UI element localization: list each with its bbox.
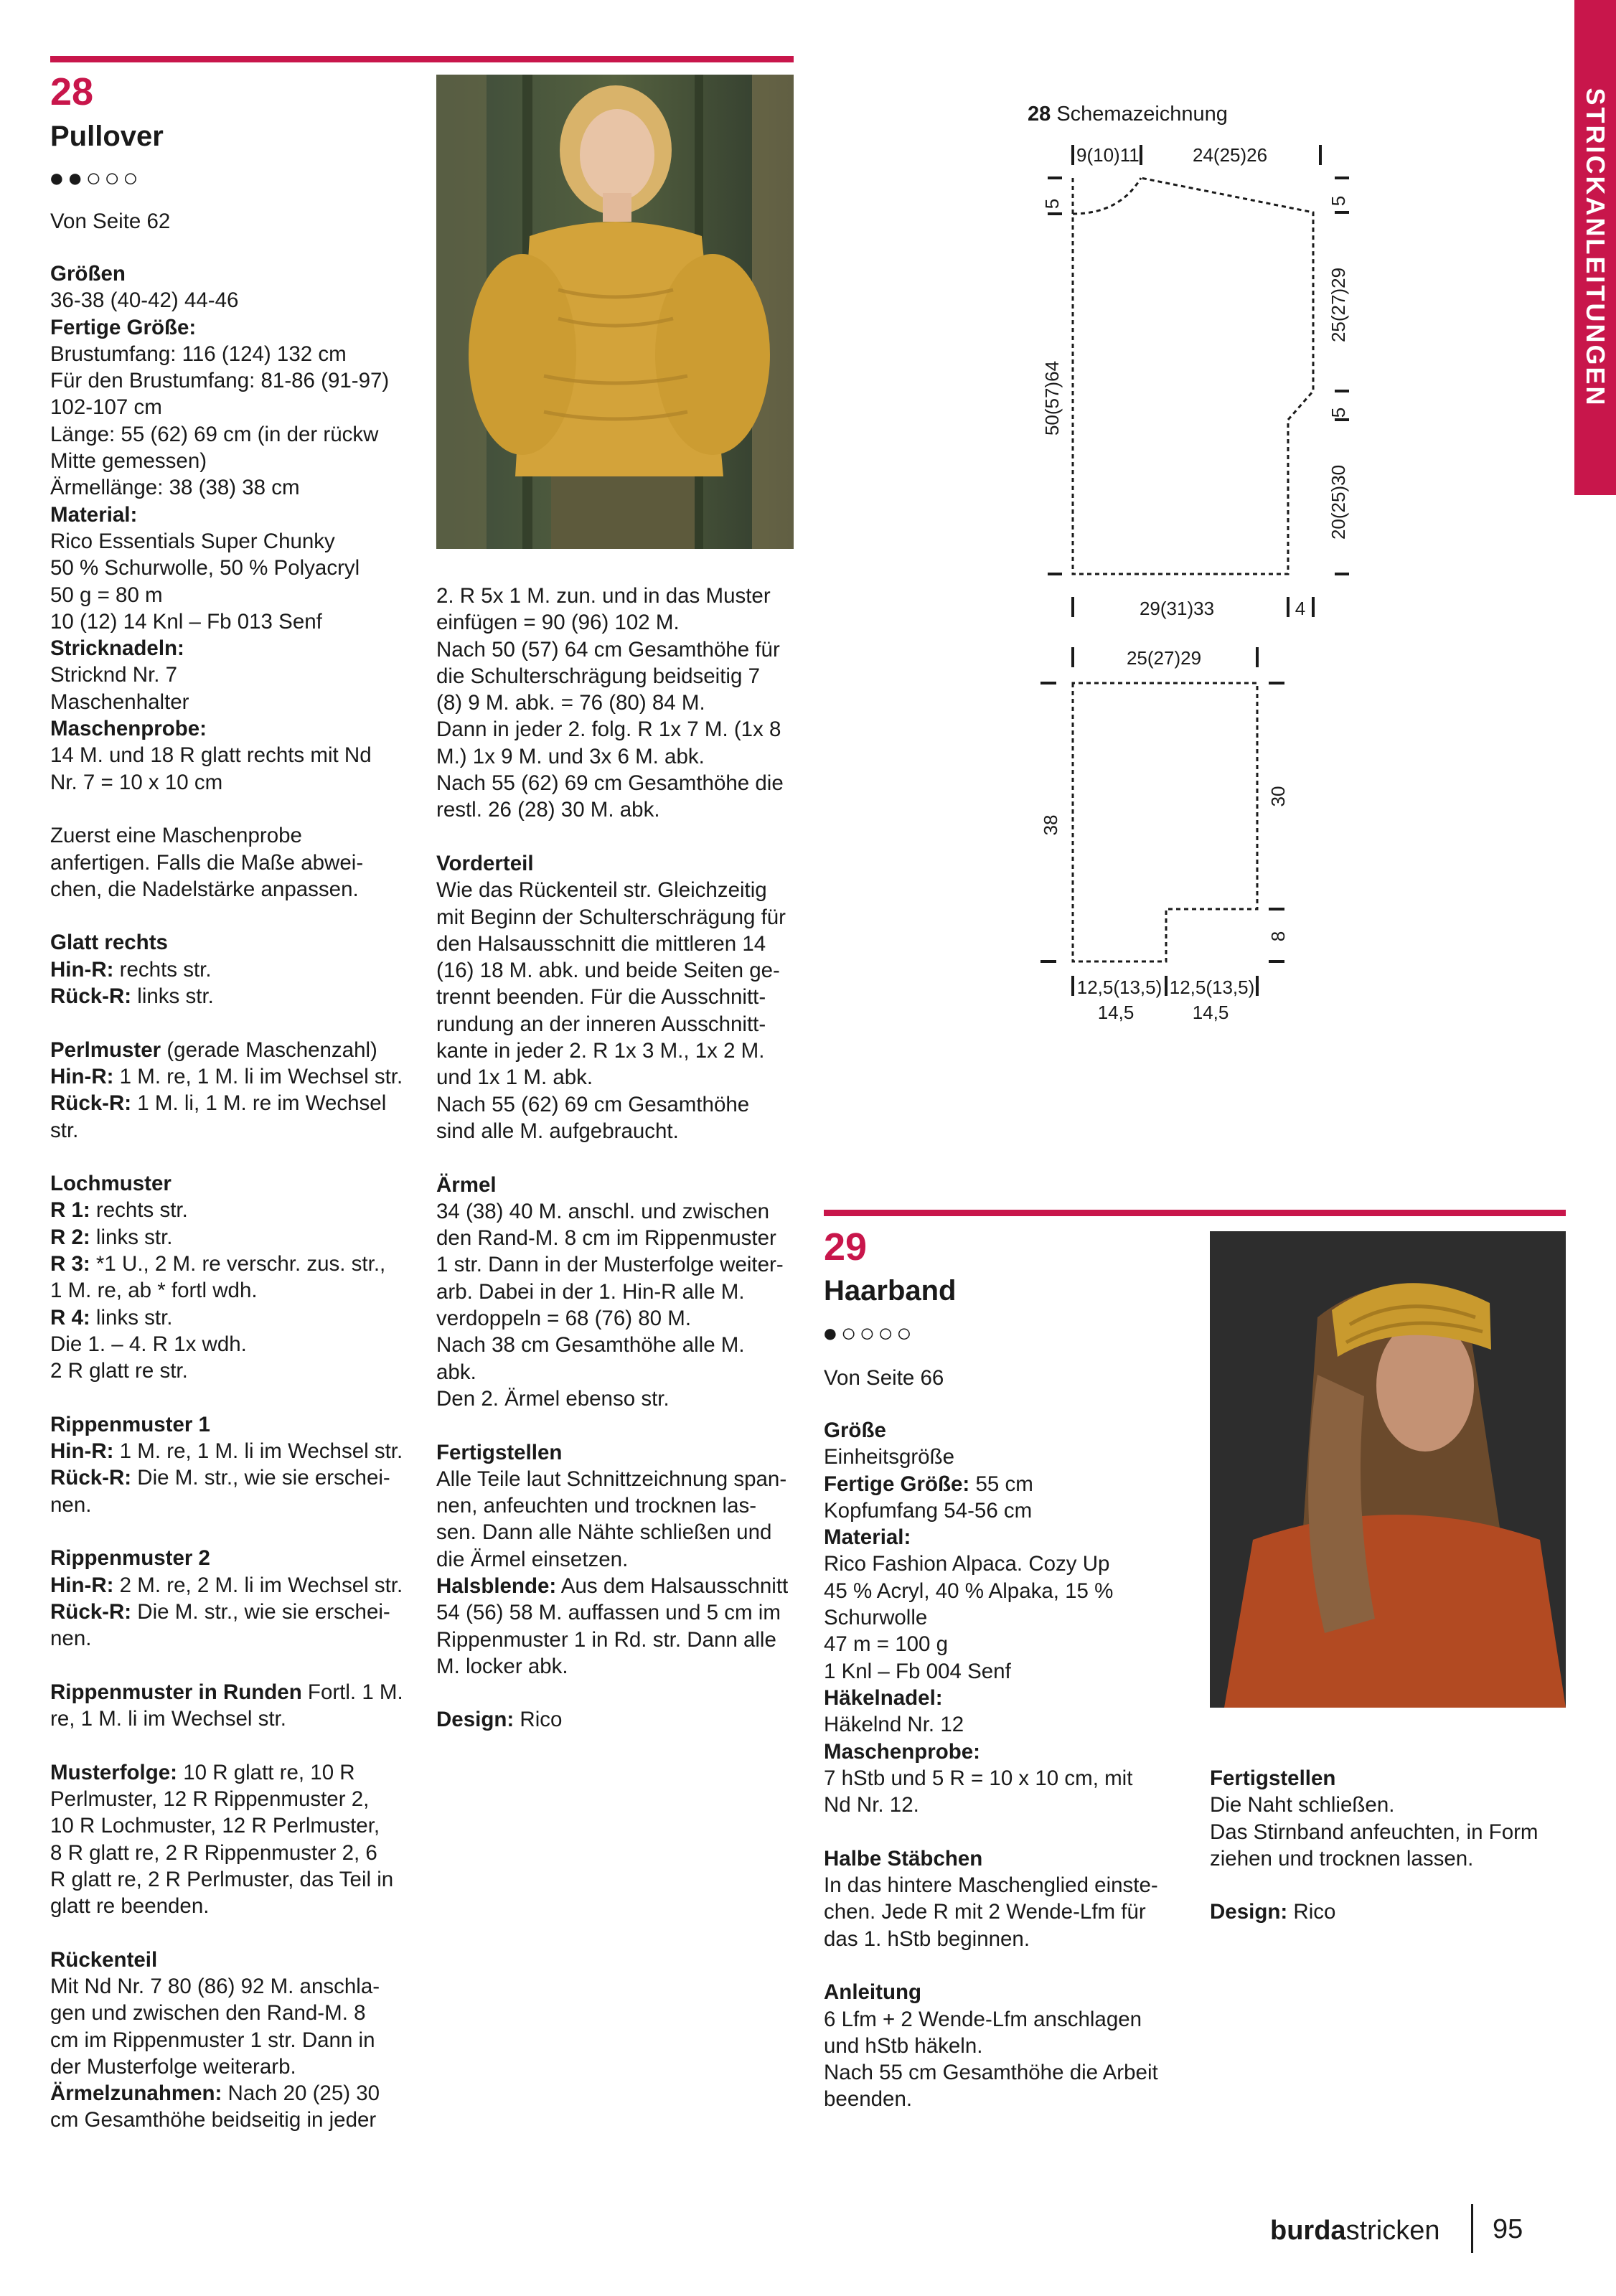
label-sleeve-height: 38 [1040, 814, 1061, 836]
text-line: Rück-R: 1 M. li, 1 M. re im Wechsel [50, 1091, 387, 1116]
text-line: 6 Lfm + 2 Wende-Lfm anschlagen [824, 2007, 1142, 2031]
text-line: 1 Knl – Fb 004 Senf [824, 1659, 1011, 1683]
text-line: das 1. hStb beginnen. [824, 1926, 1030, 1951]
pullover-photo-illustration [436, 75, 794, 549]
text-line: Nach 55 cm Gesamthöhe die Arbeit [824, 2061, 1158, 2085]
pattern-29-number: 29 [824, 1225, 868, 1269]
text-line: Rippenmuster in Runden Fortl. 1 M. [50, 1680, 403, 1704]
text-line [50, 1732, 423, 1759]
section-tab-label: STRICKANLEITUNGEN [1581, 88, 1610, 408]
label-sleeve-top: 25(27)29 [1126, 647, 1202, 669]
text-line: die Schulterschrägung beidseitig 7 [436, 664, 760, 688]
text-line: Stricknd Nr. 7 [50, 663, 178, 687]
text-line: Hin-R: 1 M. re, 1 M. li im Wechsel str. [50, 1439, 403, 1464]
text-line: der Musterfolge weiterarb. [50, 2054, 296, 2079]
text-line: Design: Rico [1210, 1900, 1336, 1924]
pattern-28-difficulty-dots: ●●○○○ [49, 163, 141, 192]
label-bottom-width: 29(31)33 [1139, 598, 1215, 619]
text-line: beenden. [824, 2087, 913, 2112]
text-line: Perlmuster, 12 R Rippenmuster 2, [50, 1787, 370, 1811]
text-line: Nach 38 cm Gesamthöhe alle M. [436, 1333, 745, 1358]
text-line: sen. Dann alle Nähte schließen und [436, 1520, 772, 1545]
text-line: Mitte gemessen) [50, 449, 207, 474]
text-line: arb. Dabei in der 1. Hin-R alle M. [436, 1279, 745, 1304]
label-sleeve-bottom-right: 12,5(13,5) [1169, 977, 1255, 998]
text-line: Musterfolge: 10 R glatt re, 10 R [50, 1760, 355, 1784]
text-line: Ärmelzunahmen: Nach 20 (25) 30 [50, 2081, 380, 2106]
text-line [436, 1144, 809, 1171]
text-line: nen, anfeuchten und trocknen las- [436, 1494, 757, 1518]
text-line: Nr. 7 = 10 x 10 cm [50, 770, 223, 794]
text-line: den Halsausschnitt die mittleren 14 [436, 931, 766, 956]
text-line: Ärmellänge: 38 (38) 38 cm [50, 476, 300, 500]
text-line: Material: [824, 1525, 911, 1550]
text-line: Das Stirnband anfeuchten, in Form [1210, 1820, 1539, 1844]
text-line: und hStb häkeln. [824, 2033, 983, 2058]
text-line: cm Gesamthöhe beidseitig in jeder [50, 2108, 377, 2132]
text-line: verdoppeln = 68 (76) 80 M. [436, 1307, 692, 1331]
pattern-29-difficulty-dots: ●○○○○ [822, 1318, 915, 1347]
text-line: Rico Fashion Alpaca. Cozy Up [824, 1552, 1110, 1576]
text-line: cm im Rippenmuster 1 str. Dann in [50, 2028, 375, 2052]
headband-photo-illustration [1210, 1231, 1566, 1708]
text-line: M.) 1x 9 M. und 3x 6 M. abk. [436, 744, 705, 768]
text-line [50, 1010, 423, 1036]
label-sleeve-bottom-left: 12,5(13,5) [1076, 977, 1162, 998]
text-line: Häkelnd Nr. 12 [824, 1713, 964, 1737]
text-line: chen. Jede R mit 2 Wende-Lfm für [824, 1900, 1146, 1924]
text-line: Perlmuster (gerade Maschenzahl) [50, 1038, 377, 1062]
text-line: 1 str. Dann in der Musterfolge weiter- [436, 1253, 784, 1277]
label-right-upper: 25(27)29 [1328, 267, 1349, 343]
pattern-28-top-bar [50, 56, 794, 62]
text-line: einfügen = 90 (96) 102 M. [436, 611, 680, 635]
text-line: Rück-R: Die M. str., wie sie erschei- [50, 1599, 390, 1624]
text-line: rundung an der inneren Ausschnitt- [436, 1012, 766, 1036]
text-line: 50 % Schurwolle, 50 % Polyacryl [50, 556, 360, 580]
text-line: R 1: rechts str. [50, 1198, 188, 1223]
text-line: Maschenprobe: [50, 717, 207, 741]
text-line: Material: [50, 502, 138, 527]
text-line: Zuerst eine Maschenprobe [50, 824, 302, 848]
text-line: Fertigstellen [436, 1440, 563, 1464]
text-line: str. [50, 1118, 79, 1142]
text-line: 45 % Acryl, 40 % Alpaka, 15 % [824, 1578, 1114, 1603]
text-line: R glatt re, 2 R Perlmuster, das Teil in [50, 1867, 394, 1891]
text-line: 7 hStb und 5 R = 10 x 10 cm, mit [824, 1766, 1133, 1790]
label-right-5-top: 5 [1328, 195, 1349, 207]
headband-photo [1210, 1231, 1566, 1708]
text-line: Wie das Rückenteil str. Gleichzeitig [436, 878, 767, 903]
text-line [824, 1952, 1197, 1979]
label-right-5-mid: 5 [1328, 407, 1349, 418]
text-line: In das hintere Maschenglied einste- [824, 1873, 1158, 1898]
text-line [50, 796, 423, 822]
text-line: anfertigen. Falls die Maße abwei- [50, 850, 364, 875]
text-line: trennt beenden. Für die Ausschnitt- [436, 985, 766, 1010]
label-sleeve-right-upper: 30 [1267, 786, 1289, 807]
text-line: abk. [436, 1360, 476, 1384]
text-line: Rück-R: links str. [50, 984, 214, 1009]
label-right-lower: 20(25)30 [1328, 464, 1349, 540]
text-line [50, 1919, 423, 1946]
pattern-29-top-bar [824, 1210, 1566, 1216]
text-line: Brustumfang: 116 (124) 132 cm [50, 342, 347, 366]
text-line [1210, 1872, 1569, 1899]
pullover-photo [436, 75, 794, 549]
text-line: Kopfumfang 54-56 cm [824, 1498, 1033, 1523]
label-sleeve-right-lower: 8 [1267, 931, 1289, 942]
footer-brand [1270, 2216, 1439, 2246]
text-line: sind alle M. aufgebraucht. [436, 1119, 679, 1143]
label-neck: 9(10)11 [1076, 144, 1140, 166]
text-line: chen, die Nadelstärke anpassen. [50, 877, 359, 901]
pattern-28-column-1 [50, 260, 423, 2134]
text-line: nen. [50, 1627, 92, 1651]
pattern-28-from-page: Von Seite 62 [50, 210, 171, 233]
pattern-29-from-page: Von Seite 66 [824, 1366, 944, 1390]
text-line: Rippenmuster 1 [50, 1412, 210, 1436]
text-line: Alle Teile laut Schnittzeichnung span- [436, 1467, 787, 1491]
text-line: Nach 55 (62) 69 cm Gesamthöhe die [436, 771, 784, 796]
text-line [50, 1518, 423, 1545]
text-line: 14 M. und 18 R glatt rechts mit Nd [50, 743, 372, 768]
schema-title [1028, 103, 1228, 126]
page-number: 95 [1493, 2214, 1523, 2244]
neck-curve [1073, 178, 1141, 214]
text-line: Rippenmuster 1 in Rd. str. Dann alle [436, 1627, 776, 1652]
text-line: Größen [50, 262, 126, 286]
text-line: M. locker abk. [436, 1654, 568, 1678]
text-line: Fertigstellen [1210, 1766, 1336, 1790]
text-line: Größe [824, 1418, 886, 1442]
text-line: Glatt rechts [50, 931, 168, 955]
schema-title-number: 28 [1028, 103, 1051, 126]
text-line: Häkelnadel: [824, 1685, 943, 1710]
text-line: Nach 55 (62) 69 cm Gesamthöhe [436, 1092, 750, 1116]
body-piece-outline [1073, 178, 1313, 574]
label-sleeve-bottom-left-2: 14,5 [1097, 1002, 1135, 1023]
text-line: Den 2. Ärmel ebenso str. [436, 1386, 670, 1411]
text-line: Maschenhalter [50, 690, 189, 714]
text-line: Länge: 55 (62) 69 cm (in der rückw [50, 422, 379, 446]
text-line [436, 824, 809, 850]
text-line [50, 1652, 423, 1678]
text-line: kante in jeder 2. R 1x 3 M., 1x 2 M. [436, 1039, 765, 1063]
text-line: (8) 9 M. abk. = 76 (80) 84 M. [436, 691, 705, 715]
text-line: Stricknadeln: [50, 636, 184, 661]
text-line: nen. [50, 1492, 92, 1517]
text-line [50, 1144, 423, 1170]
text-line: Einheitsgröße [824, 1445, 955, 1469]
text-line: Hin-R: 1 M. re, 1 M. li im Wechsel str. [50, 1064, 403, 1088]
footer-brand-rest: stricken [1345, 2216, 1440, 2246]
text-line: Schurwolle [824, 1606, 928, 1630]
text-line: 2. R 5x 1 M. zun. und in das Muster [436, 584, 771, 608]
pattern-29-title: Haarband [824, 1275, 957, 1307]
text-line: Hin-R: 2 M. re, 2 M. li im Wechsel str. [50, 1573, 403, 1597]
text-line: und 1x 1 M. abk. [436, 1065, 593, 1090]
sleeve-piece-outline [1073, 683, 1257, 961]
text-line: mit Beginn der Schulterschrägung für [436, 905, 786, 929]
text-line: Mit Nd Nr. 7 80 (86) 92 M. anschla- [50, 1975, 380, 1998]
text-line: Nach 50 (57) 64 cm Gesamthöhe für [436, 637, 780, 662]
text-line: 47 m = 100 g [824, 1632, 949, 1657]
text-line: Rico Essentials Super Chunky [50, 529, 335, 553]
text-line: ziehen und trocknen lassen. [1210, 1846, 1474, 1871]
text-line: 34 (38) 40 M. anschl. und zwischen [436, 1199, 770, 1223]
text-line: 54 (56) 58 M. auffassen und 5 cm im [436, 1601, 781, 1625]
schematic-drawing [1005, 129, 1406, 1062]
text-line: restl. 26 (28) 30 M. abk. [436, 798, 660, 822]
text-line: R 4: links str. [50, 1305, 173, 1330]
footer-brand-bold: burda [1270, 2216, 1346, 2246]
text-line: Die Naht schließen. [1210, 1793, 1395, 1817]
text-line: Rück-R: Die M. str., wie sie erschei- [50, 1466, 390, 1490]
text-line: 102-107 cm [50, 395, 162, 420]
label-bottom-4: 4 [1295, 598, 1306, 619]
text-line [436, 1412, 809, 1439]
text-line: gen und zwischen den Rand-M. 8 [50, 2001, 366, 2026]
text-line: Halsblende: Aus dem Halsausschnitt [436, 1573, 789, 1598]
schema-title-text: Schemazeichnung [1051, 103, 1228, 126]
text-line: Fertige Größe: [50, 315, 197, 339]
text-line: Vorderteil [436, 851, 534, 875]
text-line: Ärmel [436, 1172, 497, 1197]
pattern-29-column-1 [824, 1417, 1197, 2113]
text-line: Halbe Stäbchen [824, 1846, 983, 1871]
text-line: die Ärmel einsetzen. [436, 1547, 629, 1571]
text-line: Fertige Größe: 55 cm [824, 1472, 1033, 1496]
pattern-29-column-2 [1210, 1765, 1569, 1926]
text-line: 1 M. re, ab * fortl wdh. [50, 1279, 258, 1303]
text-line: Hin-R: rechts str. [50, 957, 212, 982]
text-line: Design: Rico [436, 1708, 563, 1732]
text-line: 36-38 (40-42) 44-46 [50, 288, 239, 313]
pattern-28-column-2 [436, 583, 809, 1733]
pattern-28-title: Pullover [50, 121, 164, 152]
text-line: Für den Brustumfang: 81-86 (91-97) [50, 369, 390, 393]
text-line: 2 R glatt re str. [50, 1359, 188, 1383]
label-left-5: 5 [1041, 198, 1063, 210]
text-line: R 3: *1 U., 2 M. re verschr. zus. str., [50, 1251, 386, 1276]
label-shoulder: 24(25)26 [1193, 144, 1268, 166]
label-sleeve-bottom-right-2: 14,5 [1192, 1002, 1229, 1023]
text-line: Anleitung [824, 1980, 922, 2005]
text-line: (16) 18 M. abk. und beide Seiten ge- [436, 959, 780, 983]
text-line: 50 g = 80 m [50, 583, 163, 607]
text-line: Rippenmuster 2 [50, 1546, 210, 1571]
text-line: Lochmuster [50, 1172, 172, 1196]
section-tab [1574, 0, 1616, 495]
text-line: den Rand-M. 8 cm im Rippenmuster [436, 1226, 776, 1251]
text-line: 10 (12) 14 Knl – Fb 013 Senf [50, 609, 322, 634]
footer-divider [1471, 2204, 1473, 2253]
text-line: 10 R Lochmuster, 12 R Perlmuster, [50, 1814, 380, 1838]
text-line [436, 1680, 809, 1706]
text-line [50, 1384, 423, 1411]
text-line: Rückenteil [50, 1947, 158, 1972]
label-body-height: 50(57)64 [1041, 360, 1063, 436]
text-line: Die 1. – 4. R 1x wdh. [50, 1332, 247, 1356]
text-line: Nd Nr. 12. [824, 1793, 919, 1817]
text-line: Maschenprobe: [824, 1739, 981, 1764]
text-line: Dann in jeder 2. folg. R 1x 7 M. (1x 8 [436, 718, 781, 742]
text-line [50, 903, 423, 929]
text-line: re, 1 M. li im Wechsel str. [50, 1707, 286, 1731]
text-line [824, 1818, 1197, 1845]
text-line: 8 R glatt re, 2 R Rippenmuster 2, 6 [50, 1840, 377, 1865]
text-line: R 2: links str. [50, 1225, 173, 1249]
pattern-28-number: 28 [50, 70, 94, 113]
text-line: glatt re beenden. [50, 1894, 210, 1919]
